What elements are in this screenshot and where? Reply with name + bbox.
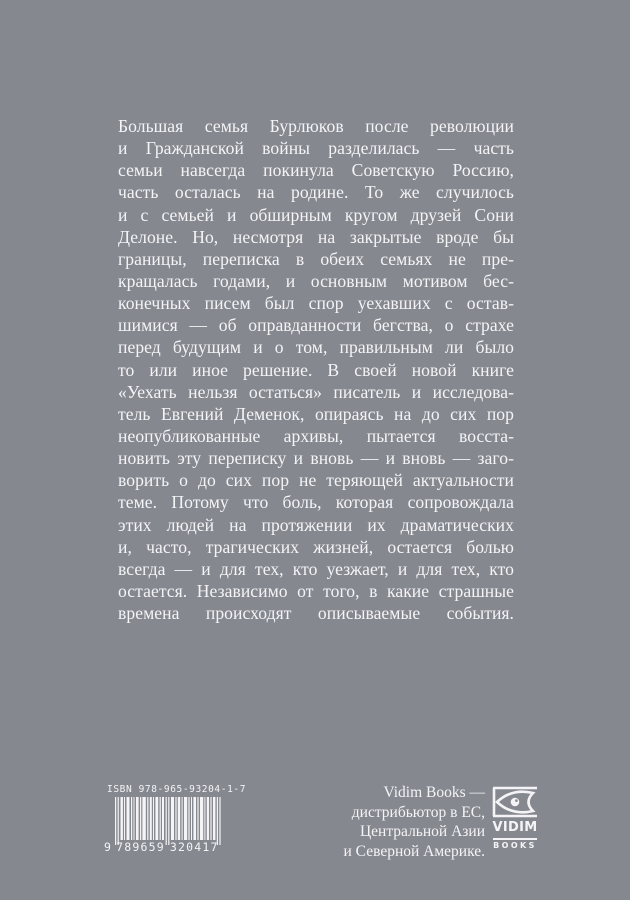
back-cover-blurb (118, 115, 514, 624)
logo-divider (493, 838, 537, 840)
blurb-line: этих людей на протяжении их драматических (118, 514, 514, 535)
publisher-line: Центральной Азии (359, 823, 485, 840)
blurb-line: «Уехать нельзя остаться» писатель и исследова- (118, 381, 514, 402)
publisher-note (344, 783, 485, 861)
publisher-line: дистрибьютор в ЕС, (351, 803, 485, 821)
blurb-line: и Гражданской войны разделилась — часть (118, 138, 514, 159)
blurb-line: кращалась годами, и основным мотивом бес- (118, 270, 514, 291)
blurb-line: семьи навсегда покинула Советскую Россию, (118, 160, 514, 181)
publisher-line: и Северной Америке. (343, 842, 485, 860)
blurb-line: и с семьей и обширным кругом друзей Сони (118, 204, 514, 225)
blurb-line: часть осталась на родине. То же случилось (118, 182, 514, 203)
blurb-line: всегда — и для тех, кто уезжает, и для тех, кто (118, 558, 514, 579)
blurb-line: новить эту переписку и вновь — и вновь — заго- (118, 448, 514, 469)
eye-icon (492, 786, 538, 818)
blurb-line: Делоне. Но, несмотря на закрытые вроде бы (118, 226, 514, 247)
isbn-barcode (104, 784, 247, 854)
blurb-line: неопубликованные архивы, пытается восста- (118, 425, 514, 446)
blurb-line: тель Евгений Деменок, опираясь на до сих пор (118, 403, 514, 424)
barcode-bars-icon (109, 797, 227, 845)
blurb-line: времена происходят описываемые события. (118, 603, 514, 624)
blurb-line: теме. Потому что боль, которая сопровождала (118, 492, 514, 513)
blurb-line: ворить о до сих пор не теряющей актуальности (118, 470, 514, 491)
blurb-line: границы, переписка в обеих семьях не пре- (118, 248, 514, 269)
blurb-line: шимися — об оправданности бегства, о страхе (118, 315, 514, 336)
publisher-line: Vidim Books — (383, 784, 485, 801)
logo-word-vidim: VIDIM (492, 820, 538, 835)
blurb-line: то или иное решение. В своей новой книге (118, 359, 514, 380)
barcode-digits: 9 789659 320417 (104, 840, 219, 854)
blurb-line: перед будущим и о том, правильным ли было (118, 337, 514, 358)
isbn-label: ISBN 978-965-93204-1-7 (107, 784, 247, 795)
blurb-line: конечных писем был спор уехавших с остав- (118, 293, 514, 314)
blurb-line: остается. Независимо от того, в какие страшные (118, 580, 514, 601)
logo-word-books: BOOKS (493, 841, 537, 850)
blurb-line: Большая семья Бурлюков после революции (118, 116, 514, 136)
blurb-line: и, часто, трагических жизней, остается болью (118, 536, 514, 557)
vidim-books-logo (492, 786, 538, 854)
